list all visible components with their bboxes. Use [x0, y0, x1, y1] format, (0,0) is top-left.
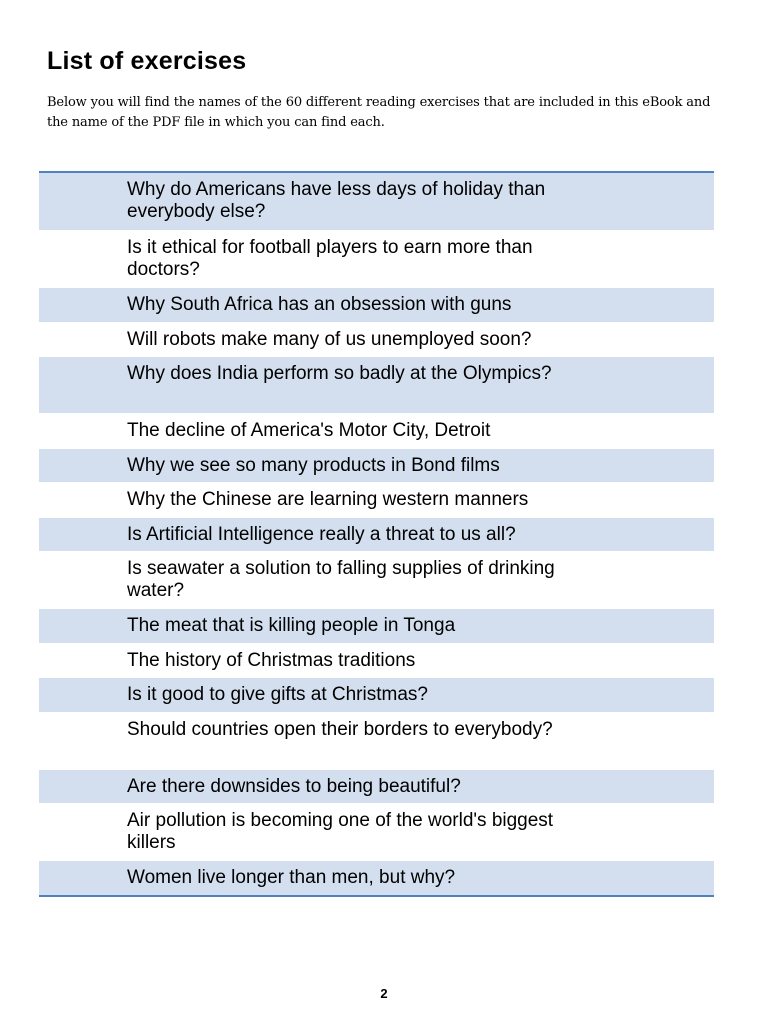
- table-row: [39, 551, 714, 608]
- exercise-title: Why do Americans have less days of holiday than everybody else?: [127, 179, 546, 222]
- exercise-title: Is Artificial Intelligence really a threat to us all?: [127, 523, 516, 545]
- exercise-title: Women live longer than men, but why?: [127, 867, 456, 888]
- exercise-title: Why does India perform so badly at the Olympics?: [127, 363, 552, 384]
- table-row: [39, 712, 714, 769]
- exercise-title: Why South Africa has an obsession with guns: [127, 294, 512, 315]
- exercise-title: Will robots make many of us unemployed soon?: [127, 328, 532, 350]
- exercise-title: Is it ethical for football players to earn more than doctors?: [127, 237, 533, 280]
- table-row: [39, 448, 714, 483]
- table-row: [39, 643, 714, 678]
- table-row: [39, 173, 714, 230]
- exercise-title: Is seawater a solution to falling supplies of drinking water?: [127, 558, 555, 601]
- exercise-title: Should countries open their borders to everybody?: [127, 718, 553, 740]
- table-row: [39, 230, 714, 287]
- exercise-title: Are there downsides to being beautiful?: [127, 775, 461, 797]
- exercise-title: Is it good to give gifts at Christmas?: [127, 684, 428, 705]
- exercise-title: The meat that is killing people in Tonga: [127, 615, 456, 636]
- exercise-title: The history of Christmas traditions: [127, 649, 416, 671]
- exercise-list-table: [39, 171, 714, 897]
- table-row: [39, 482, 714, 517]
- exercise-title: Why we see so many products in Bond films: [127, 454, 500, 476]
- table-row: [39, 860, 714, 895]
- page-number: 2: [380, 986, 388, 1001]
- table-row: [39, 517, 714, 552]
- table-row: [39, 356, 714, 413]
- exercise-title: Why the Chinese are learning western manners: [127, 489, 529, 510]
- exercise-title: Air pollution is becoming one of the world's biggest killers: [127, 810, 554, 853]
- exercise-title: The decline of America's Motor City, Detroit: [127, 420, 491, 441]
- intro-paragraph: Below you will find the names of the 60 different reading exercises that are included in this eBook and the name of the PDF file in which you can find each.: [47, 95, 711, 130]
- table-row: [39, 322, 714, 357]
- table-row: [39, 413, 714, 448]
- table-row: [39, 287, 714, 322]
- table-row: [39, 769, 714, 804]
- page-title: List of exercises: [47, 47, 247, 75]
- table-row: [39, 608, 714, 643]
- table-row: [39, 677, 714, 712]
- table-row: [39, 803, 714, 860]
